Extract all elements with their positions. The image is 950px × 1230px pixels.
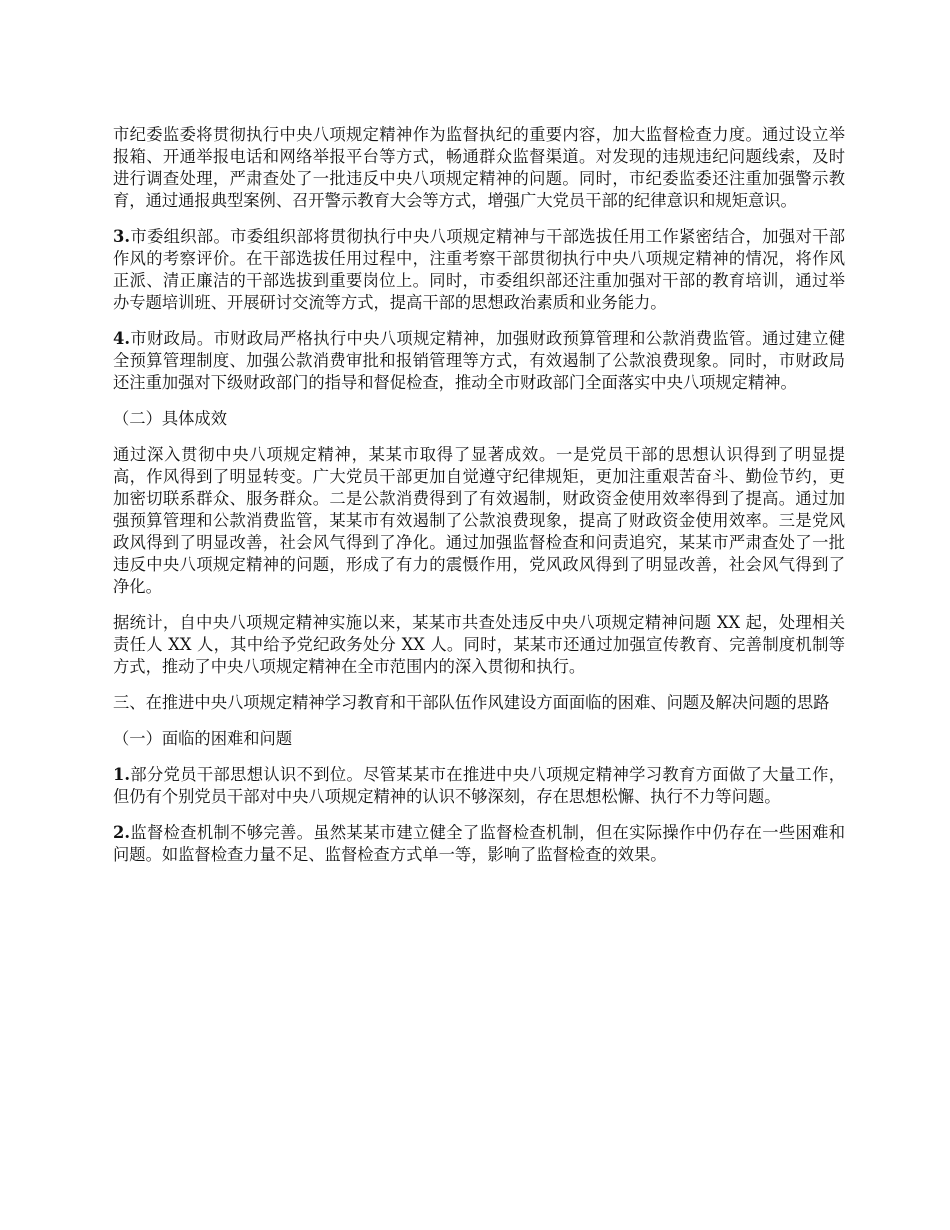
- paragraph-text: 通过深入贯彻中央八项规定精神，某某市取得了显著成效。一是党员干部的思想认识得到了明显提高，作风得到了明显转变。广大党员干部更加自觉遵守纪律规矩，更加注重艰苦奋斗、勤俭节约，更加密切联系群众、服务群众。二是公款消费得到了有效遏制，财政资金使用效率得到了提高。通过加强预算管理和公款消费监管，某某市有效遏制了公款浪费现象，提高了财政资金使用效率。三是党风政风得到了明显改善，社会风气得到了净化。通过加强监督检查和问责追究，某某市严肃查处了一批违反中央八项规定精神的问题，形成了有力的震慑作用，党风政风得到了明显改善，社会风气得到了净化。: [113, 445, 845, 596]
- paragraph-problem-awareness: [113, 764, 845, 808]
- paragraph-text: 监督检查机制不够完善。虽然某某市建立健全了监督检查机制，但在实际操作中仍存在一些困难和问题。如监督检查力量不足、监督检查方式单一等，影响了监督检查的效果。: [113, 823, 845, 864]
- paragraph-number: 2.: [113, 823, 130, 842]
- paragraph-results: [113, 444, 845, 598]
- paragraph-text: 据统计，自中央八项规定精神实施以来，某某市共查处违反中央八项规定精神问题 XX 起，处理相关责任人 XX 人，其中给予党纪政务处分 XX 人。同时，某某市还通过加强宣传教育、完善制度机制等方式，推动了中央八项规定精神在全市范围内的深入贯彻和执行。: [113, 613, 845, 676]
- heading-text: （二）具体成效: [113, 409, 227, 428]
- paragraph-supervision-commission: [113, 124, 845, 212]
- paragraph-number: 3.: [113, 227, 130, 246]
- document-body: [113, 124, 845, 880]
- section-heading-difficulties: [113, 692, 845, 714]
- heading-text: （一）面临的困难和问题: [113, 729, 293, 748]
- paragraph-statistics: [113, 612, 845, 678]
- paragraph-problem-supervision: [113, 822, 845, 866]
- paragraph-number: 1.: [113, 765, 130, 784]
- paragraph-text: 市财政局。市财政局严格执行中央八项规定精神，加强财政预算管理和公款消费监管。通过建立健全预算管理制度、加强公款消费审批和报销管理等方式，有效遏制了公款浪费现象。同时，市财政局还注重加强对下级财政部门的指导和督促检查，推动全市财政部门全面落实中央八项规定精神。: [113, 329, 845, 392]
- paragraph-text: 市委组织部。市委组织部将贯彻执行中央八项规定精神与干部选拔任用工作紧密结合，加强对干部作风的考察评价。在干部选拔任用过程中，注重考察干部贯彻执行中央八项规定精神的情况，将作风正派、清正廉洁的干部选拔到重要岗位上。同时，市委组织部还注重加强对干部的教育培训，通过举办专题培训班、开展研讨交流等方式，提高干部的思想政治素质和业务能力。: [113, 227, 845, 312]
- paragraph-number: 4.: [113, 329, 130, 348]
- section-heading-results: [113, 408, 845, 430]
- paragraph-organization-department: [113, 226, 845, 314]
- paragraph-text: 市纪委监委将贯彻执行中央八项规定精神作为监督执纪的重要内容，加大监督检查力度。通过设立举报箱、开通举报电话和网络举报平台等方式，畅通群众监督渠道。对发现的违规违纪问题线索，及时进行调查处理，严肃查处了一批违反中央八项规定精神的问题。同时，市纪委监委还注重加强警示教育，通过通报典型案例、召开警示教育大会等方式，增强广大党员干部的纪律意识和规矩意识。: [113, 125, 845, 210]
- paragraph-text: 部分党员干部思想认识不到位。尽管某某市在推进中央八项规定精神学习教育方面做了大量工作，但仍有个别党员干部对中央八项规定精神的认识不够深刻，存在思想松懈、执行不力等问题。: [113, 765, 845, 806]
- subsection-heading-problems: [113, 728, 845, 750]
- heading-text: 三、在推进中央八项规定精神学习教育和干部队伍作风建设方面面临的困难、问题及解决问题的思路: [113, 693, 830, 712]
- paragraph-finance-bureau: [113, 328, 845, 394]
